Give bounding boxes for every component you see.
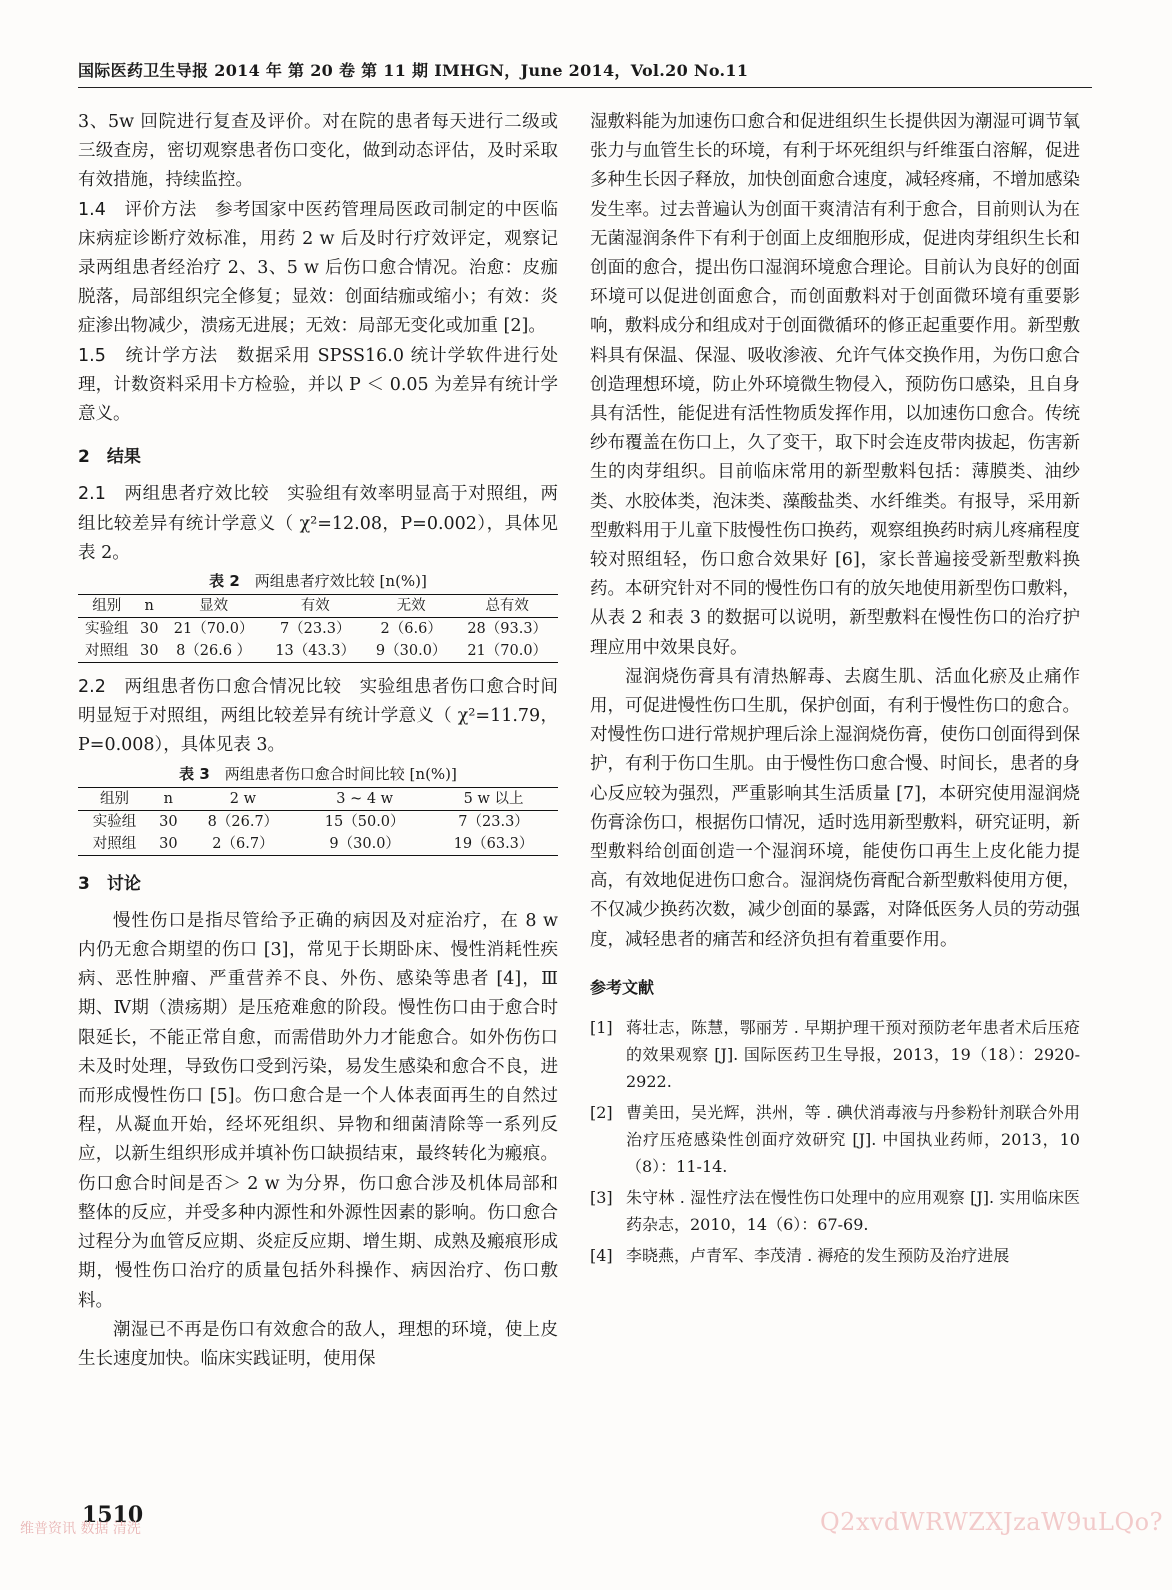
table-header: 总有效 xyxy=(485,598,529,615)
table-3-caption xyxy=(78,763,558,785)
table-cell: 7（23.3） xyxy=(458,813,529,830)
subsection-title: 1.5 统计学方法 xyxy=(78,345,219,366)
table-title: 两组患者伤口愈合时间比较 [n(%)] xyxy=(209,764,457,783)
table-header: 有效 xyxy=(300,598,330,615)
table-cell: 8（26.7） xyxy=(207,813,279,830)
table-cell: 30 xyxy=(159,835,178,852)
table-row xyxy=(78,618,558,641)
section-title-discussion: 3 讨论 xyxy=(78,873,141,894)
table-row xyxy=(78,833,558,856)
table-header: 5 w 以上 xyxy=(463,790,524,807)
table-cell: 8（26.6 ） xyxy=(176,643,252,660)
table-header: 组别 xyxy=(100,790,130,807)
table-cell: 实验组 xyxy=(85,621,129,638)
reference-number: [4] xyxy=(590,1246,613,1266)
section-1-4 xyxy=(78,196,558,342)
table-cell: 21（70.0） xyxy=(173,621,254,638)
table-label: 表 3 xyxy=(179,764,210,783)
table-header: 3 ~ 4 w xyxy=(336,790,394,807)
subsection-body: 数据采用 SPSS16.0 统计学软件进行处理，计数资料采用卡方检验，并以 P ＜ 0.05 为差异有统计学意义。 xyxy=(78,345,558,425)
reference-item xyxy=(590,1184,1080,1238)
reference-number: [2] xyxy=(590,1103,613,1123)
right-column xyxy=(590,108,1080,1273)
section-title-results: 2 结果 xyxy=(78,447,141,468)
running-header: 国际医药卫生导报 2014 年 第 20 卷 第 11 期 IMHGN，June 2014，Vol.20 No.11 xyxy=(78,58,1092,88)
table-title: 两组患者疗效比较 [n(%)] xyxy=(239,572,427,591)
table-cell: 19（63.3） xyxy=(453,835,534,852)
table-cell: 30 xyxy=(140,621,159,638)
table-header: n xyxy=(163,790,174,807)
page-number: 1510 xyxy=(82,1502,144,1528)
table-cell: 9（30.0） xyxy=(329,835,400,852)
reference-item xyxy=(590,1099,1080,1180)
table-header: 显效 xyxy=(199,598,229,615)
table-header: n xyxy=(144,598,154,615)
paragraph: 潮湿已不再是伤口有效愈合的敌人，理想的环境，使上皮生长速度加快。临床实践证明，使用保 xyxy=(78,1319,558,1369)
watermark-text: Q2xvdWRWZXJzaW9uLQo? xyxy=(820,1508,1163,1536)
watermark-logo: 维普资讯 数据 清洗 xyxy=(20,1521,141,1537)
paragraph: 湿润烧伤膏具有清热解毒、去腐生肌、活血化瘀及止痛作用，可促进慢性伤口生肌，保护创面，有利于慢性伤口的愈合。对慢性伤口进行常规护理后涂上湿润烧伤膏，使伤口创面得到保护，有利于伤口生肌。由于慢性伤口愈合慢、时间长，患者的身心反应较为强烈，严重影响其生活质量 [7]，本研究使用湿润烧伤膏涂伤口，根据伤口情况，适时选用新型敷料，研究证明，新型敷料给创面创造一个湿润环境，能使伤口再生上皮化能力提高，有效地促进伤口愈合。湿润烧伤膏配合新型敷料使用方便，不仅减少换药次数，减少创面的暴露，对降低医务人员的劳动强度，减轻患者的痛苦和经济负担有着重要作用。 xyxy=(590,666,1080,950)
reference-text: 李晓燕，卢青军、李茂清 . 褥疮的发生预防及治疗进展 xyxy=(626,1246,1010,1266)
table-cell: 15（50.0） xyxy=(324,813,405,830)
table-header: 组别 xyxy=(92,598,122,615)
table-row xyxy=(78,810,558,833)
paragraph: 3、5w 回院进行复查及评价。对在院的患者每天进行二级或三级查房，密切观察患者伤口变化，做到动态评估，及时采取有效措施，持续监控。 xyxy=(78,112,558,191)
table-cell: 30 xyxy=(159,813,178,830)
table-header: 无效 xyxy=(396,598,426,615)
table-cell: 21（70.0） xyxy=(467,643,548,660)
subsection-body: 实验组患者伤口愈合时间明显短于对照组，两组比较差异有统计学意义（ χ²=11.79，P=0.008），具体见表 3。 xyxy=(78,677,558,756)
subsection-body: 参考国家中医药管理局医政司制定的中医临床病症诊断疗效标准，用药 2 w 后及时行疗效评定，观察记录两组患者经治疗 2、3、5 w 后伤口愈合情况。治愈：皮痂脱落，局部组织完全修复；显效：创面结痂或缩小；有效：炎症渗出物减少，溃疡无进展；无效：局部无变化或加重 [2]。 xyxy=(78,199,558,337)
table-2-caption xyxy=(78,570,558,592)
table-2 xyxy=(78,594,558,663)
left-column xyxy=(78,108,558,1374)
section-2-1 xyxy=(78,480,558,568)
references-title: 参考文献 xyxy=(590,977,655,997)
table-cell: 13（43.3） xyxy=(275,643,356,660)
reference-item xyxy=(590,1014,1080,1095)
table-cell: 对照组 xyxy=(92,835,137,852)
reference-number: [3] xyxy=(590,1188,613,1208)
table-cell: 7（23.3） xyxy=(279,621,351,638)
table-cell: 28（93.3） xyxy=(467,621,548,638)
paragraph: 慢性伤口是指尽管给予正确的病因及对症治疗，在 8 w 内仍无愈合期望的伤口 [3]，常见于长期卧床、慢性消耗性疾病、恶性肿瘤、严重营养不良、外伤、感染等患者 [4]，Ⅲ期、Ⅳ期（溃疡期）是压疮难愈的阶段。慢性伤口由于愈合时限延长，不能正常自愈，而需借助外力才能愈合。如外伤伤口未及时处理，导致伤口受到污染，易发生感染和愈合不良，进而形成慢性伤口 [5]。伤口愈合是一个人体表面再生的自然过程，从凝血开始，经坏死组织、异物和细菌清除等一系列反应，以新生组织形成并填补伤口缺损结束，最终转化为瘢痕。伤口愈合时间是否＞ 2 w 为分界，伤口愈合涉及机体局部和整体的反应，并受多种内源性和外源性因素的影响。伤口愈合过程分为血管反应期、炎症反应期、增生期、成熟及瘢痕形成期，慢性伤口治疗的质量包括外科操作、病因治疗、伤口敷料。 xyxy=(78,910,558,1311)
reference-item xyxy=(590,1242,1080,1269)
reference-number: [1] xyxy=(590,1018,613,1038)
subsection-title: 2.1 两组患者疗效比较 xyxy=(78,484,270,505)
section-2-2 xyxy=(78,673,558,761)
table-3 xyxy=(78,787,558,856)
table-cell: 2（6.7） xyxy=(212,835,274,852)
reference-text: 蒋壮志，陈慧，鄂丽芳 . 早期护理干预对预防老年患者术后压疮的效果观察 [J]. 国际医药卫生导报，2013，19（18）：2920-2922. xyxy=(626,1018,1080,1092)
table-label: 表 2 xyxy=(209,572,240,591)
table-cell: 2（6.6） xyxy=(380,621,442,638)
table-cell: 30 xyxy=(140,643,159,660)
table-cell: 对照组 xyxy=(85,643,129,660)
reference-text: 曹美田，吴光辉，洪州，等 . 碘伏消毒液与丹参粉针剂联合外用治疗压疮感染性创面疗效研究 [J]. 中国执业药师，2013，10（8）：11-14. xyxy=(626,1103,1080,1177)
table-header: 2 w xyxy=(229,790,257,807)
subsection-title: 1.4 评价方法 xyxy=(78,199,197,220)
paragraph: 湿敷料能为加速伤口愈合和促进组织生长提供因为潮湿可调节氧张力与血管生长的环境，有利于坏死组织与纤维蛋白溶解，促进多种生长因子释放，加快创面愈合速度，减轻疼痛，不增加感染发生率。过去普遍认为创面干爽清洁有利于愈合，目前则认为在无菌湿润条件下有利于创面上皮细胞形成，促进肉芽组织生长和创面的愈合，提出伤口湿润环境愈合理论。目前认为良好的创面环境可以促进创面愈合，而创面敷料对于创面微环境有重要影响，敷料成分和组成对于创面微循环的修正起重要作用。新型敷料具有保温、保湿、吸收渗液、允许气体交换作用，为伤口愈合创造理想环境，防止外环境微生物侵入，预防伤口感染，且自身具有活性，能促进有活性物质发挥作用，以加速伤口愈合。传统纱布覆盖在伤口上，久了变干，取下时会连皮带肉拔起，伤害新生的肉芽组织。目前临床常用的新型敷料包括：薄膜类、油纱类、水胶体类，泡沫类、藻酸盐类、水纤维类。有报导，采用新型敷料用于儿童下肢慢性伤口换药，观察组换药时病儿疼痛程度较对照组轻，伤口愈合效果好 [6]，家长普遍接受新型敷料换药。本研究针对不同的慢性伤口有的放矢地使用新型伤口敷料，从表 2 和表 3 的数据可以说明，新型敷料在慢性伤口的治疗护理应用中效果良好。 xyxy=(590,112,1080,658)
subsection-title: 2.2 两组患者伤口愈合情况比较 xyxy=(78,677,342,698)
section-1-5 xyxy=(78,342,558,430)
table-cell: 实验组 xyxy=(92,813,137,830)
table-row xyxy=(78,640,558,663)
reference-text: 朱守林 . 湿性疗法在慢性伤口处理中的应用观察 [J]. 实用临床医药杂志，2010，14（6）：67-69. xyxy=(626,1188,1080,1235)
table-cell: 9（30.0） xyxy=(375,643,447,660)
subsection-body: 实验组有效率明显高于对照组，两组比较差异有统计学意义（ χ²=12.08，P=0.002），具体见表 2。 xyxy=(78,484,558,563)
